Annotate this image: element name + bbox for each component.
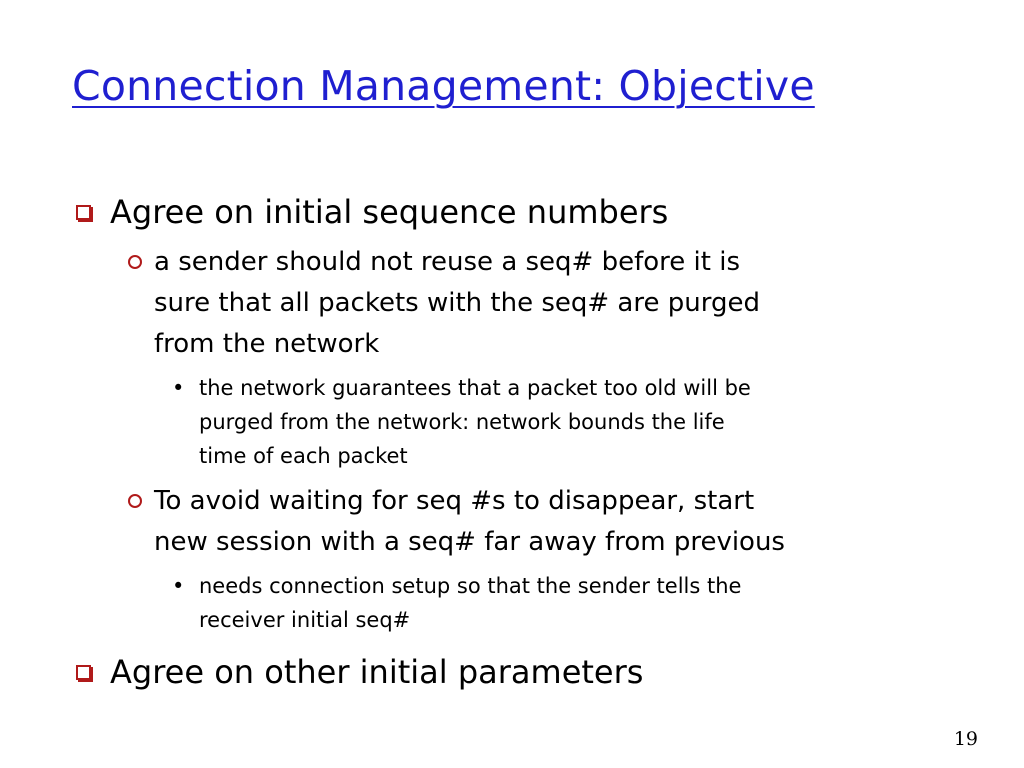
sub-sub-bullet-text <box>199 569 919 637</box>
slide-title: Connection Management: Objective <box>72 62 815 110</box>
sub-bullet-text <box>154 481 924 563</box>
dot-bullet-icon: • <box>172 574 185 598</box>
text-line: the network guarantees that a packet too old will be <box>199 376 751 400</box>
ring-bullet-icon <box>128 255 142 269</box>
page-number: 19 <box>953 728 978 750</box>
square-checkbox-icon <box>76 665 91 680</box>
text-line: time of each packet <box>199 444 408 468</box>
sub-bullet-text <box>154 242 924 365</box>
text-line: from the network <box>154 329 380 359</box>
square-checkbox-icon <box>76 205 91 220</box>
dot-bullet-icon: • <box>172 376 185 400</box>
text-line: To avoid waiting for seq #s to disappear, start <box>154 486 755 516</box>
text-line: new session with a seq# far away from previous <box>154 527 785 557</box>
text-line: sure that all packets with the seq# are purged <box>154 288 760 318</box>
text-line: a sender should not reuse a seq# before it is <box>154 247 741 277</box>
text-line: purged from the network: network bounds the life <box>199 410 725 434</box>
ring-bullet-icon <box>128 494 142 508</box>
bullet-text: Agree on other initial parameters <box>110 653 644 691</box>
text-line: needs connection setup so that the sender tells the <box>199 574 742 598</box>
bullet-text: Agree on initial sequence numbers <box>110 193 669 231</box>
sub-sub-bullet-text <box>199 371 919 473</box>
text-line: receiver initial seq# <box>199 608 411 632</box>
